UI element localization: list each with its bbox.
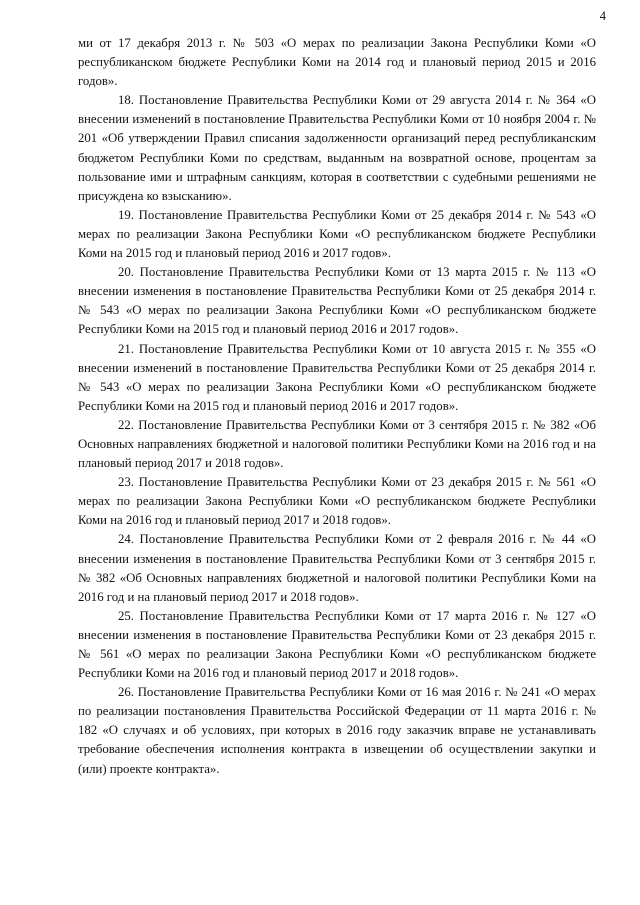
list-item-21: 21. Постановление Правительства Республики Коми от 10 августа 2015 г. № 355 «О внесении изменений в постановление Правительства Республики Коми от 25 декабря 2014 г. № 543 «О мерах по реализации Закона Республики Коми «О республиканском бюджете Республики Коми на 2015 год и плановый период 2016 и 2017 годов». — [78, 341, 596, 413]
paragraph-continuation: ми от 17 декабря 2013 г. № 503 «О мерах по реализации Закона Республики Коми «О республиканском бюджете Республики Коми на 2014 год и плановый период 2015 и 2016 годов». — [78, 36, 596, 89]
list-item-24: 24. Постановление Правительства Республики Коми от 2 февраля 2016 г. № 44 «О внесении изменения в постановление Правительства Республики Коми от 3 сентября 2015 г. № 382 «Об Основных направлениях бюджетной и налоговой политики Республики Коми на 2016 год и на плановый период 2017 и 2018 годов». — [78, 532, 596, 604]
list-item-19: 19. Постановление Правительства Республики Коми от 25 декабря 2014 г. № 543 «О мерах по реализации Закона Республики Коми «О республиканском бюджете Республики Коми на 2015 год и плановый период 2016 и 2017 годов». — [78, 207, 596, 261]
list-item-26: 26. Постановление Правительства Республики Коми от 16 мая 2016 г. № 241 «О мерах по реализации постановления Правительства Российской Федерации от 11 марта 2016 г. № 182 «О случаях и об условиях, при которых в 2016 году заказчик вправе не устанавливать требование обеспечения исполнения контракта в извещении об осуществлении закупки и (или) проекте контракта». — [78, 685, 596, 776]
list-item-20: 20. Постановление Правительства Республики Коми от 13 марта 2015 г. № 113 «О внесении изменения в постановление Правительства Республики Коми от 25 декабря 2014 г. № 543 «О мерах по реализации Закона Республики Коми «О республиканском бюджете Республики Коми на 2015 год и плановый период 2016 и 2017 годов». — [78, 265, 596, 337]
list-item-23: 23. Постановление Правительства Республики Коми от 23 декабря 2015 г. № 561 «О мерах по реализации Закона Республики Коми «О республиканском бюджете Республики Коми на 2016 год и плановый период 2017 и 2018 годов». — [78, 475, 596, 528]
list-item-18: 18. Постановление Правительства Республики Коми от 29 августа 2014 г. № 364 «О внесении изменений в постановление Правительства Республики Коми от 10 ноября 2004 г. № 201 «Об утверждении Правил списания задолженности организаций перед республиканским бюджетом Республики Коми по средствам, выданным на возвратной основе, процентам за пользование ими и штрафным санкциям, которая в соответствии с судебными решениями не присуждена ко взысканию». — [78, 93, 596, 203]
page-number: 4 — [599, 9, 606, 23]
list-item-22: 22. Постановление Правительства Республики Коми от 3 сентября 2015 г. № 382 «Об Основных направлениях бюджетной и налоговой политики Республики Коми на 2016 год и на плановый период 2017 и 2018 годов». — [78, 417, 596, 471]
list-item-25: 25. Постановление Правительства Республики Коми от 17 марта 2016 г. № 127 «О внесении изменения в постановление Правительства Республики Коми от 23 декабря 2015 г. № 561 «О мерах по реализации Закона Республики Коми «О республиканском бюджете Республики Коми на 2016 год и плановый период 2017 и 2018 годов». — [78, 608, 596, 681]
document-body — [78, 34, 596, 779]
